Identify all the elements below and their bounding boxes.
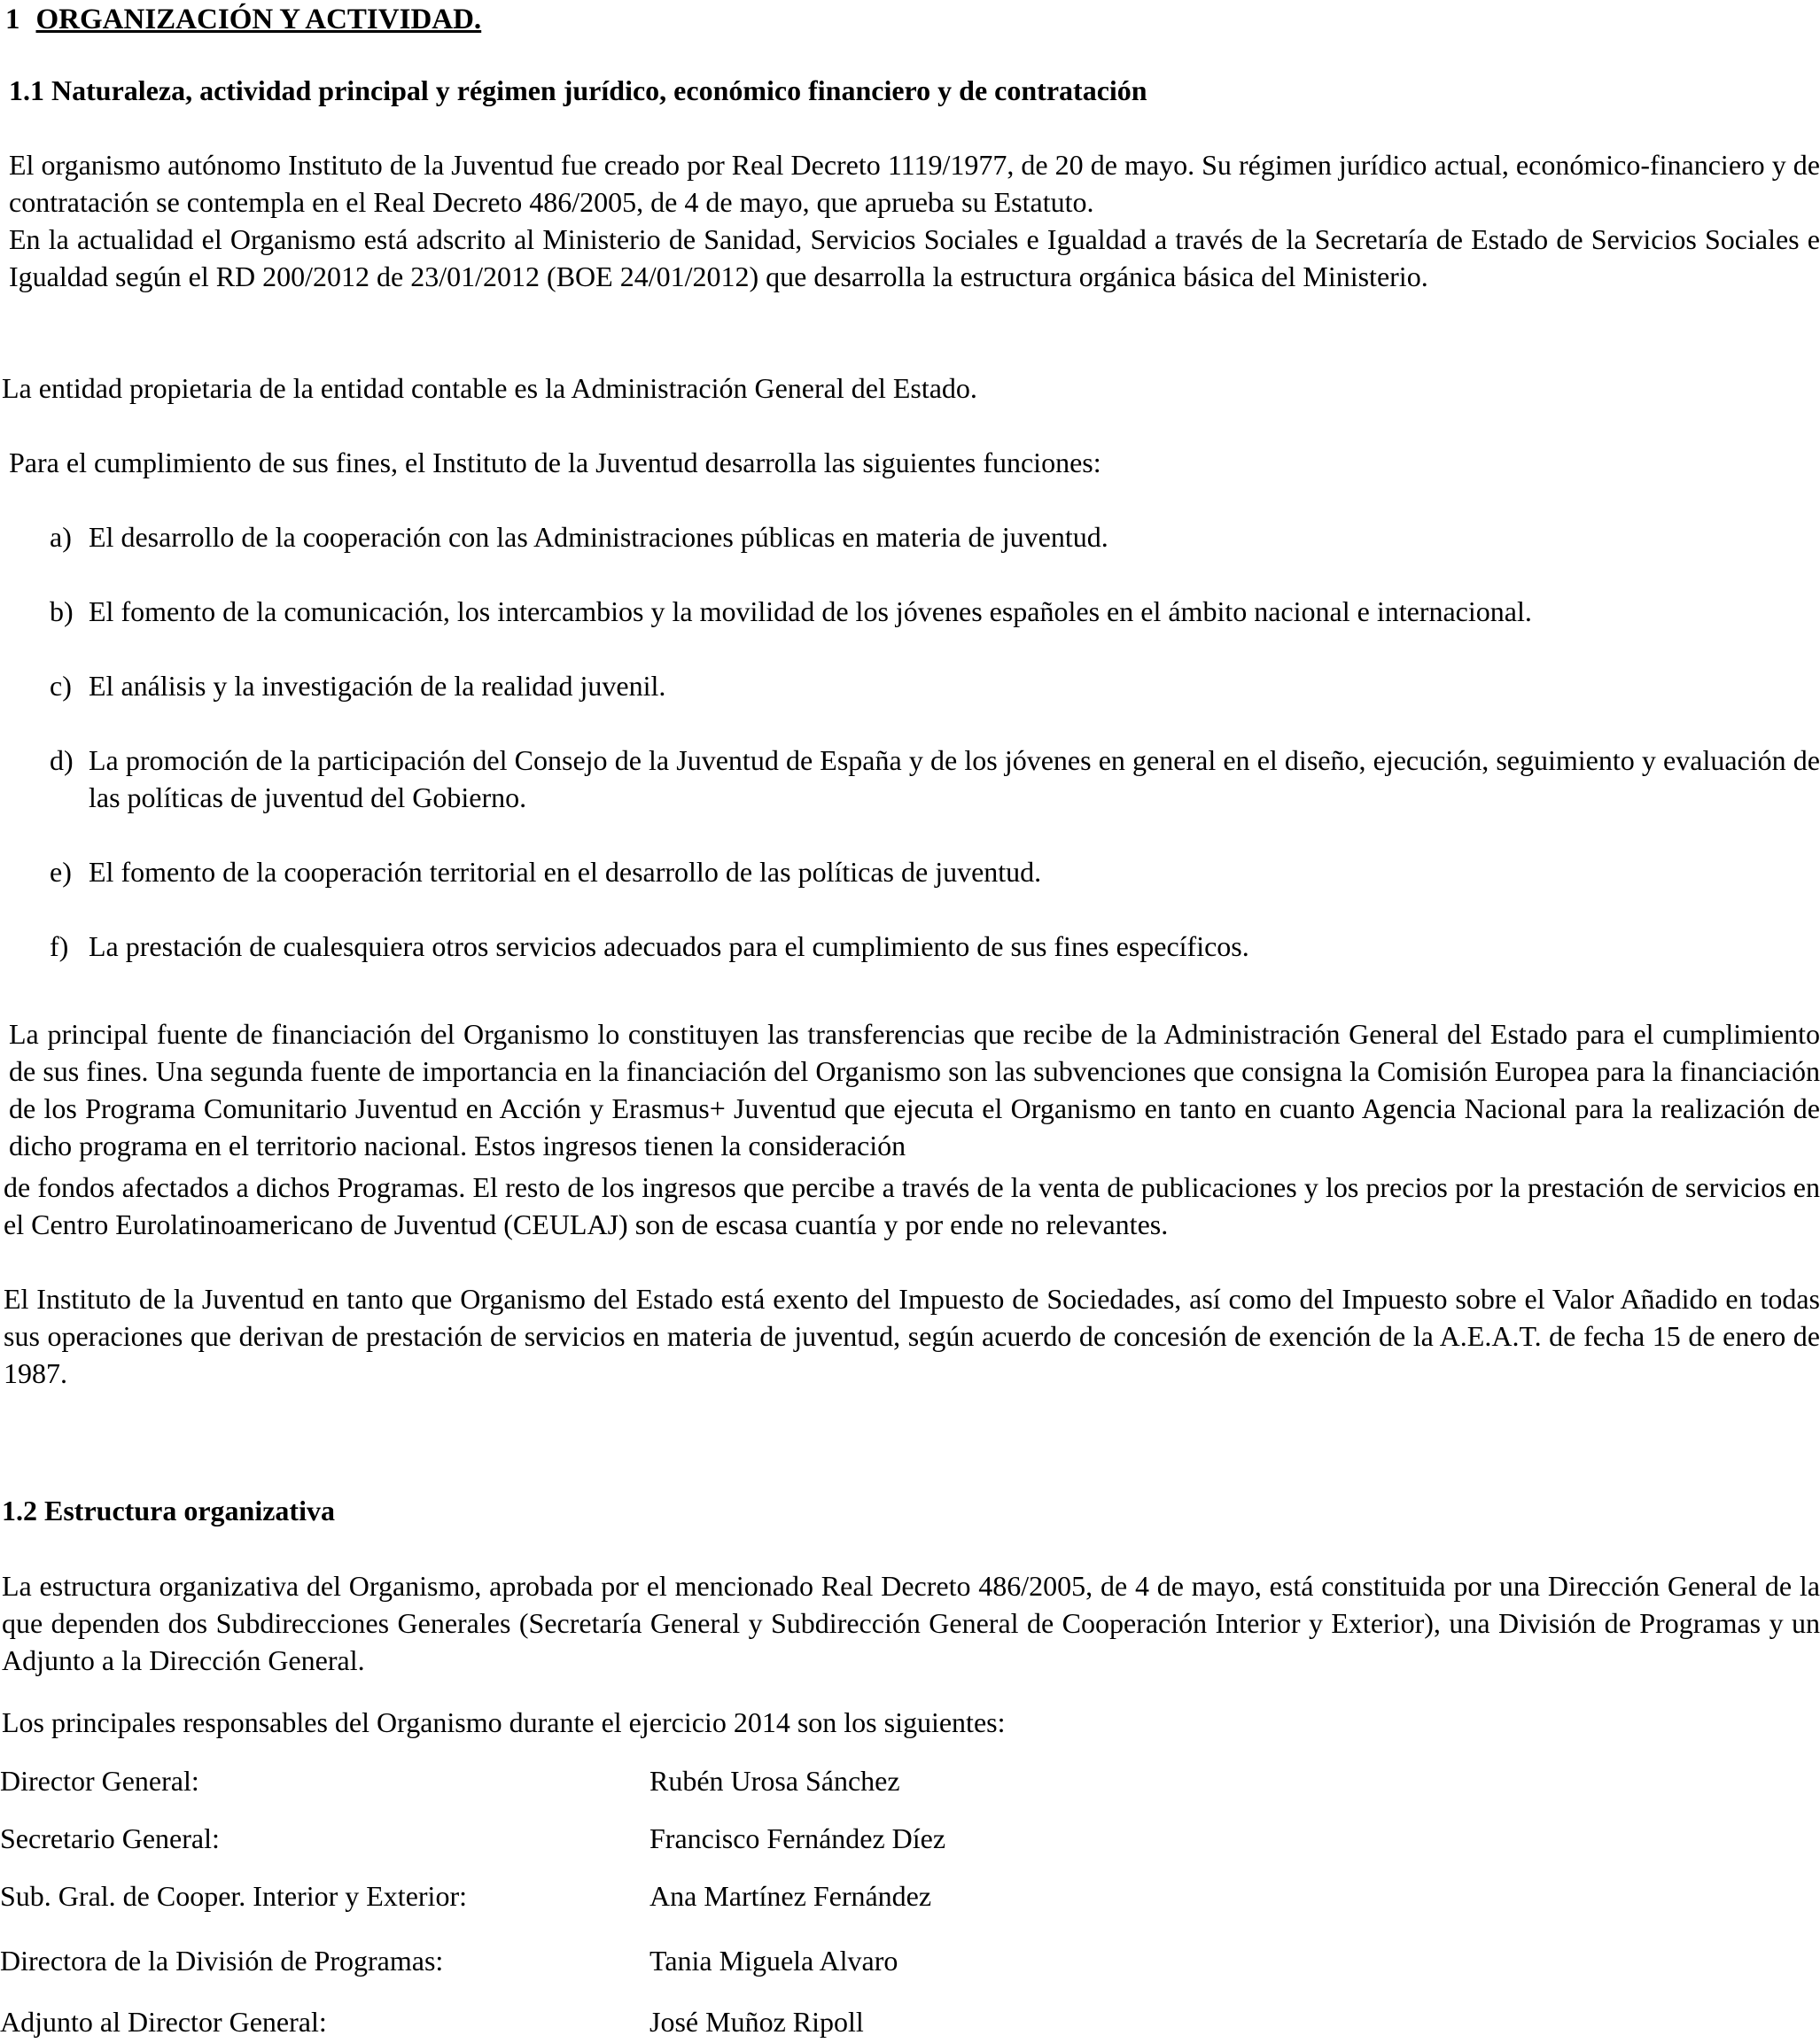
list-marker: d) [50, 744, 74, 776]
responsable-cargo: Secretario General: [0, 1822, 220, 1854]
responsable-nombre: José Muñoz Ripoll [649, 2006, 864, 2038]
responsable-cargo: Directora de la División de Programas: [0, 1945, 444, 1977]
responsable-nombre: Francisco Fernández Díez [649, 1822, 946, 1854]
paragraph-adscription: En la actualidad el Organismo está adscrito al Ministerio de Sanidad, Servicios Sociales e Igualdad a través de la Secretaría de Estado de Servicios Sociales e Igualdad según el RD 200/2012 de 23/01/2012 (BOE 24/01/2012) que desarrolla la estructura orgánica básica del Ministerio. [9, 223, 1820, 292]
list-item-text: El análisis y la investigación de la realidad juvenil. [89, 670, 666, 702]
section-1-1-title: 1.1 Naturaleza, actividad principal y régimen jurídico, económico financiero y de contratación [9, 74, 1147, 106]
responsable-cargo: Adjunto al Director General: [0, 2006, 327, 2038]
function-item-a [50, 518, 1820, 555]
paragraph-financing: La principal fuente de financiación del Organismo lo constituyen las transferencias que recibe de la Administración General del Estado para el cumplimiento de sus fines. Una segunda fuente de importancia en la financiación del Organismo son las subvenciones que consigna la Comisión Europea para la financiación de los Programa Comunitario Juventud en Acción y Erasmus+ Juventud que ejecuta el Organismo en tanto en cuanto Agencia Nacional para la realización de dicho programa en el territorio nacional. Estos ingresos tienen la consideración [9, 1018, 1820, 1161]
section-1-number: 1 [5, 4, 20, 35]
list-item-text: El fomento de la cooperación territorial en el desarrollo de las políticas de juventud. [89, 856, 1042, 888]
paragraph-financing-continued: de fondos afectados a dichos Programas. El resto de los ingresos que percibe a través de la venta de publicaciones y los precios por la prestación de servicios en el Centro Eurolatinoamericano de Juventud (CEULAJ) son de escasa cuantía y por ende no relevantes. [4, 1171, 1820, 1240]
function-item-f [50, 928, 1820, 965]
list-item-text: La prestación de cualesquiera otros servicios adecuados para el cumplimiento de sus fines específicos. [89, 930, 1249, 962]
list-marker: c) [50, 670, 72, 702]
paragraph-creation: El organismo autónomo Instituto de la Juventud fue creado por Real Decreto 1119/1977, de 20 de mayo. Su régimen jurídico actual, económico-financiero y de contratación se contempla en el Real Decreto 486/2005, de 4 de mayo, que aprueba su Estatuto. [9, 149, 1820, 218]
list-marker: e) [50, 856, 72, 888]
responsable-nombre: Ana Martínez Fernández [649, 1880, 932, 1912]
list-marker: a) [50, 521, 72, 553]
function-item-b [50, 593, 1820, 630]
section-1-heading [5, 4, 481, 36]
list-item-text: El desarrollo de la cooperación con las Administraciones públicas en materia de juventud. [89, 521, 1108, 553]
section-1-title: ORGANIZACIÓN Y ACTIVIDAD. [35, 4, 482, 35]
responsable-cargo: Director General: [0, 1765, 199, 1797]
paragraph-tax-exemption: El Instituto de la Juventud en tanto que Organismo del Estado está exento del Impuesto de Sociedades, así como del Impuesto sobre el Valor Añadido en todas sus operaciones que derivan de prestación de servicios en materia de juventud, según acuerdo de concesión de exención de la A.E.A.T. de fecha 15 de enero de 1987. [4, 1283, 1820, 1389]
section-1-2-title: 1.2 Estructura organizativa [2, 1495, 335, 1526]
responsable-nombre: Tania Miguela Alvaro [649, 1945, 898, 1977]
paragraph-owner-entity: La entidad propietaria de la entidad contable es la Administración General del Estado. [2, 372, 977, 404]
list-item-text: El fomento de la comunicación, los intercambios y la movilidad de los jóvenes españoles en el ámbito nacional e internacional. [89, 595, 1532, 627]
responsable-nombre: Rubén Urosa Sánchez [649, 1765, 900, 1797]
list-item-text: La promoción de la participación del Consejo de la Juventud de España y de los jóvenes en general en el diseño, ejecución, seguimiento y evaluación de las políticas de juventud del Gobierno. [89, 744, 1820, 813]
paragraph-functions-intro: Para el cumplimiento de sus fines, el Instituto de la Juventud desarrolla las siguientes funciones: [9, 447, 1101, 478]
responsable-cargo: Sub. Gral. de Cooper. Interior y Exterior: [0, 1880, 467, 1912]
paragraph-responsables-intro: Los principales responsables del Organismo durante el ejercicio 2014 son los siguientes: [2, 1706, 1006, 1738]
function-item-d [50, 742, 1820, 816]
paragraph-structure: La estructura organizativa del Organismo, aprobada por el mencionado Real Decreto 486/2005, de 4 de mayo, está constituida por una Dirección General de la que dependen dos Subdirecciones Generales (Secretaría General y Subdirección General de Cooperación Interior y Exterior), una División de Programas y un Adjunto a la Dirección General. [2, 1570, 1820, 1676]
list-marker: b) [50, 595, 74, 627]
function-item-c [50, 667, 1820, 704]
list-marker: f) [50, 930, 69, 962]
function-item-e [50, 853, 1820, 890]
